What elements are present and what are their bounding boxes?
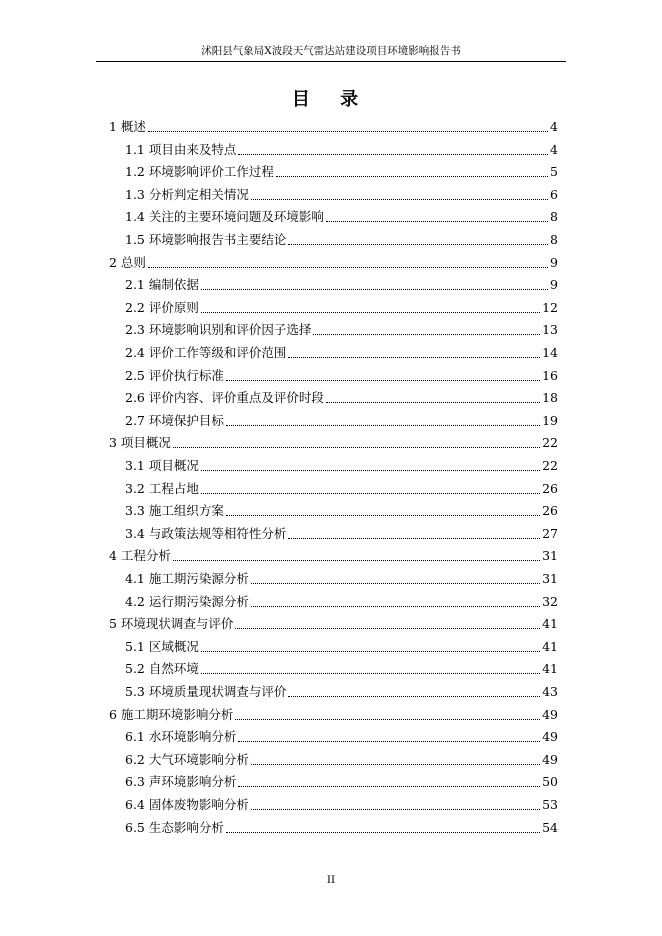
toc-entry[interactable] — [125, 796, 558, 814]
toc-entry[interactable] — [125, 321, 558, 339]
toc-entry-label: 5.2 自然环境 — [125, 661, 199, 677]
toc-entry-label: 6.2 大气环境影响分析 — [125, 751, 249, 767]
toc-entry-page: 32 — [542, 593, 558, 609]
toc-dot-leader — [226, 412, 540, 430]
toc-entry-label: 3.2 工程占地 — [125, 480, 199, 496]
toc-entry-page: 41 — [542, 661, 558, 677]
toc-dot-leader — [288, 525, 540, 543]
toc-title: 目 录 — [291, 89, 371, 110]
toc-entry[interactable] — [125, 638, 558, 656]
toc-entry-label: 2.3 环境影响识别和评价因子选择 — [125, 322, 312, 338]
toc-entry[interactable] — [109, 615, 558, 633]
toc-entry-page: 16 — [542, 367, 558, 383]
toc-entry[interactable] — [109, 434, 558, 452]
toc-entry-label: 1.1 项目由来及特点 — [125, 141, 237, 157]
toc-entry-page: 26 — [542, 503, 558, 519]
toc-entry-label: 2 总则 — [109, 254, 146, 270]
toc-entry[interactable] — [125, 593, 558, 611]
toc-entry-label: 1 概述 — [109, 119, 146, 134]
toc-dot-leader — [201, 660, 540, 678]
toc-entry-label: 5.3 环境质量现状调查与评价 — [125, 684, 287, 699]
toc-entry-page: 19 — [542, 412, 558, 428]
toc-dot-leader — [201, 638, 540, 656]
toc-entry-label: 5.1 区域概况 — [125, 638, 199, 654]
toc-entry-page: 4 — [550, 119, 558, 134]
toc-dot-leader — [201, 480, 540, 498]
toc-entry-label: 2.2 评价原则 — [125, 299, 199, 315]
toc-entry-page: 9 — [550, 254, 558, 270]
toc-entry-label: 6.3 声环境影响分析 — [125, 774, 237, 790]
toc-entry-page: 8 — [550, 209, 558, 225]
toc-entry[interactable] — [125, 163, 558, 181]
toc-entry[interactable] — [125, 412, 558, 430]
toc-entry-page: 43 — [542, 684, 558, 699]
toc-entry-label: 5 环境现状调查与评价 — [109, 616, 234, 632]
toc-entry-page: 22 — [542, 458, 558, 473]
toc-dot-leader — [326, 389, 540, 407]
toc-entry-page: 50 — [542, 774, 558, 790]
toc-entry[interactable] — [125, 728, 558, 746]
toc-entry[interactable] — [125, 299, 558, 317]
toc-dot-leader — [276, 163, 548, 181]
toc-entry-label: 6 施工期环境影响分析 — [109, 706, 234, 722]
toc-entry-label: 4 工程分析 — [109, 548, 171, 564]
toc-entry[interactable] — [125, 480, 558, 498]
toc-entry[interactable] — [109, 706, 558, 724]
toc-dot-leader — [148, 254, 548, 272]
toc-dot-leader — [235, 706, 540, 724]
toc-dot-leader — [238, 728, 540, 746]
toc-entry-page: 49 — [542, 706, 558, 722]
toc-entry-page: 41 — [542, 616, 558, 632]
toc-entry[interactable] — [125, 660, 558, 678]
toc-entry[interactable] — [125, 389, 558, 407]
toc-entry-page: 27 — [542, 525, 558, 541]
toc-entry[interactable] — [125, 751, 558, 769]
toc-entry-label: 1.4 关注的主要环境问题及环境影响 — [125, 209, 324, 225]
toc-dot-leader — [251, 186, 548, 204]
toc-entry-label: 2.7 环境保护目标 — [125, 412, 224, 428]
toc-entry-page: 6 — [550, 186, 558, 202]
toc-dot-leader — [201, 276, 548, 294]
toc-entry[interactable] — [125, 208, 558, 226]
toc-dot-leader — [173, 434, 540, 452]
toc-dot-leader — [235, 615, 540, 633]
toc-entry-page: 5 — [550, 164, 558, 180]
toc-entry-page: 54 — [542, 819, 558, 835]
toc-entry-label: 6.5 生态影响分析 — [125, 819, 224, 835]
toc-entry-label: 2.4 评价工作等级和评价范围 — [125, 345, 287, 360]
toc-dot-leader — [288, 231, 548, 249]
toc-entry-page: 22 — [542, 435, 558, 451]
toc-entry-page: 4 — [550, 141, 558, 157]
toc-dot-leader — [251, 751, 540, 769]
toc-dot-leader — [173, 547, 540, 565]
toc-entry-page: 49 — [542, 729, 558, 745]
toc-entry-page: 26 — [542, 480, 558, 496]
toc-entry-label: 4.1 施工期污染源分析 — [125, 571, 249, 586]
toc-entry[interactable] — [125, 344, 558, 362]
toc-dot-leader — [226, 502, 540, 520]
toc-entry[interactable] — [125, 231, 558, 249]
toc-entry[interactable] — [125, 502, 558, 520]
running-header: 沭阳县气象局X波段天气雷达站建设项目环境影响报告书 — [201, 45, 461, 57]
toc-entry-label: 3.4 与政策法规等相符性分析 — [125, 525, 287, 541]
toc-entry-label: 2.5 评价执行标准 — [125, 367, 224, 383]
toc-entry-page: 18 — [542, 390, 558, 406]
toc-entry-page: 31 — [542, 571, 558, 586]
toc-entry[interactable] — [109, 118, 558, 136]
toc-entry-label: 2.1 编制依据 — [125, 277, 199, 293]
toc-dot-leader — [226, 819, 540, 837]
toc-entry-label: 3.1 项目概况 — [125, 458, 199, 473]
toc-entry[interactable] — [125, 276, 558, 294]
toc-dot-leader — [288, 344, 540, 362]
toc-entry-label: 1.2 环境影响评价工作过程 — [125, 164, 274, 180]
toc-entry-label: 6.1 水环境影响分析 — [125, 729, 237, 745]
toc-dot-leader — [251, 796, 540, 814]
toc-dot-leader — [251, 593, 540, 611]
toc-entry-page: 13 — [542, 322, 558, 338]
toc-entry-page: 12 — [542, 299, 558, 315]
toc-entry[interactable] — [125, 683, 558, 701]
toc-entry-label: 1.3 分析判定相关情况 — [125, 186, 249, 202]
page-number: II — [326, 874, 336, 886]
toc-entry[interactable] — [125, 457, 558, 475]
toc-dot-leader — [201, 299, 540, 317]
toc-dot-leader — [313, 321, 540, 339]
toc-dot-leader — [251, 570, 540, 588]
toc-entry[interactable] — [109, 254, 558, 272]
toc-dot-leader — [226, 367, 540, 385]
toc-entry-page: 31 — [542, 548, 558, 564]
toc-entry-page: 9 — [550, 277, 558, 293]
toc-dot-leader — [326, 208, 548, 226]
toc-entry[interactable] — [125, 773, 558, 791]
toc-dot-leader — [238, 773, 540, 791]
toc-entry-label: 4.2 运行期污染源分析 — [125, 593, 249, 609]
toc-entry[interactable] — [109, 547, 558, 565]
toc-entry[interactable] — [125, 186, 558, 204]
toc-entry-page: 8 — [550, 232, 558, 247]
toc-entry-label: 3 项目概况 — [109, 435, 171, 451]
toc-entry-label: 2.6 评价内容、评价重点及评价时段 — [125, 390, 324, 406]
toc-entry-label: 1.5 环境影响报告书主要结论 — [125, 232, 287, 247]
toc-dot-leader — [238, 141, 548, 159]
toc-entry[interactable] — [125, 525, 558, 543]
toc-entry[interactable] — [125, 367, 558, 385]
toc-entry-page: 49 — [542, 751, 558, 767]
toc-entry-label: 3.3 施工组织方案 — [125, 503, 224, 519]
toc-entry-page: 53 — [542, 797, 558, 812]
toc-entry[interactable] — [125, 141, 558, 159]
toc-entry-page: 14 — [542, 345, 558, 360]
toc-dot-leader — [201, 457, 540, 475]
toc-entry[interactable] — [125, 570, 558, 588]
toc-dot-leader — [148, 118, 548, 136]
toc-entry-label: 6.4 固体废物影响分析 — [125, 797, 249, 812]
toc-dot-leader — [288, 683, 540, 701]
toc-entry-page: 41 — [542, 638, 558, 654]
toc-entry[interactable] — [125, 819, 558, 837]
